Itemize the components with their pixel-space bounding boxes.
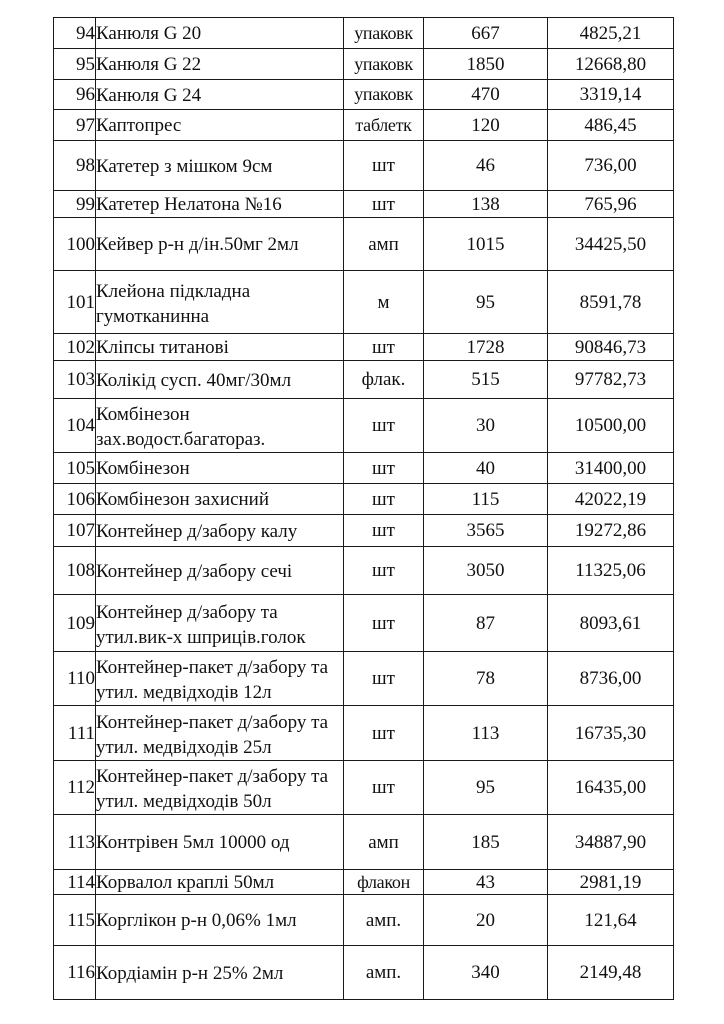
item-quantity: 40 [424,453,548,484]
item-unit: шт [344,453,424,484]
item-quantity: 120 [424,110,548,141]
item-quantity: 3565 [424,515,548,547]
item-unit: шт [344,515,424,547]
row-number: 104 [54,399,96,453]
item-sum: 8591,78 [548,271,674,334]
table-row [54,547,674,595]
item-sum: 765,96 [548,191,674,218]
row-number: 106 [54,484,96,515]
item-unit: шт [344,334,424,361]
item-name [96,453,344,484]
row-number: 111 [54,706,96,761]
item-unit: шт [344,399,424,453]
item-name-text: Контрівен 5мл 10000 од [96,832,290,853]
item-quantity: 43 [424,870,548,895]
item-sum: 12668,80 [548,49,674,80]
row-number: 113 [54,815,96,870]
row-number: 114 [54,870,96,895]
item-name-text: Кліпсы титанові [96,337,229,358]
item-quantity: 1850 [424,49,548,80]
table-row [54,895,674,946]
item-sum: 97782,73 [548,361,674,399]
item-name [96,946,344,1000]
table-body [54,18,674,1000]
item-quantity: 340 [424,946,548,1000]
table-row [54,484,674,515]
item-sum: 736,00 [548,141,674,191]
item-sum: 34887,90 [548,815,674,870]
table-row [54,271,674,334]
item-quantity: 3050 [424,547,548,595]
table-row [54,141,674,191]
table-row [54,870,674,895]
row-number: 112 [54,761,96,815]
item-name [96,218,344,271]
item-quantity: 470 [424,80,548,110]
row-number: 102 [54,334,96,361]
item-name-text: Колікід сусп. 40мг/30мл [96,369,292,391]
item-name-text: Комбінезон зах.водост.багатораз. [96,404,266,450]
table-row [54,399,674,453]
row-number: 96 [54,80,96,110]
row-number: 108 [54,547,96,595]
item-name [96,761,344,815]
item-quantity: 138 [424,191,548,218]
item-name [96,547,344,595]
item-quantity: 667 [424,18,548,49]
table-row [54,110,674,141]
item-name [96,515,344,547]
table-row [54,595,674,652]
table-row [54,706,674,761]
row-number: 105 [54,453,96,484]
item-quantity: 115 [424,484,548,515]
row-number: 110 [54,652,96,706]
item-name-text: Контейнер-пакет д/забору та утил. медвідходів 50л [96,766,329,812]
item-quantity: 87 [424,595,548,652]
item-name [96,361,344,399]
item-name-text: Контейнер д/забору калу [96,520,298,542]
item-unit: шт [344,706,424,761]
table-row [54,946,674,1000]
item-name [96,399,344,453]
item-quantity: 1728 [424,334,548,361]
table-row [54,761,674,815]
item-quantity: 78 [424,652,548,706]
item-name-text: Катетер з мішком 9см [96,155,273,177]
table-row [54,218,674,271]
item-sum: 11325,06 [548,547,674,595]
item-name-text: Корглікон р-н 0,06% 1мл [96,910,297,931]
item-name-text: Контейнер-пакет д/забору та утил. медвідходів 12л [96,657,329,703]
inventory-table [53,17,674,1000]
item-unit: амп [344,815,424,870]
row-number: 99 [54,191,96,218]
item-sum: 4825,21 [548,18,674,49]
item-name [96,334,344,361]
item-sum: 19272,86 [548,515,674,547]
item-name-text: Кейвер р-н д/ін.50мг 2мл [96,234,299,255]
item-name [96,706,344,761]
item-quantity: 1015 [424,218,548,271]
row-number: 115 [54,895,96,946]
item-quantity: 185 [424,815,548,870]
item-name [96,895,344,946]
item-unit: таблетк [344,110,424,141]
item-quantity: 95 [424,761,548,815]
item-unit: упаковк [344,18,424,49]
table-row [54,18,674,49]
table-row [54,361,674,399]
item-quantity: 20 [424,895,548,946]
item-unit: шт [344,191,424,218]
item-unit: шт [344,547,424,595]
item-quantity: 30 [424,399,548,453]
item-name-text: Корвалол краплі 50мл [96,872,275,893]
item-name-text: Контейнер д/забору сечі [96,560,293,582]
item-sum: 3319,14 [548,80,674,110]
item-name [96,484,344,515]
item-unit: шт [344,141,424,191]
item-name [96,652,344,706]
item-sum: 8093,61 [548,595,674,652]
item-quantity: 46 [424,141,548,191]
item-unit: м [344,271,424,334]
item-name [96,141,344,191]
item-name-text: Каптопрес [96,115,182,136]
item-name [96,595,344,652]
item-quantity: 95 [424,271,548,334]
item-sum: 2981,19 [548,870,674,895]
item-name-text: Катетер Нелатона №16 [96,194,282,215]
item-name [96,271,344,334]
item-name-text: Канюля G 22 [96,54,202,75]
item-sum: 2149,48 [548,946,674,1000]
item-sum: 16735,30 [548,706,674,761]
item-name-text: Комбінезон захисний [96,489,270,510]
item-name [96,191,344,218]
item-name-text: Кордіамін р-н 25% 2мл [96,962,284,984]
item-unit: шт [344,484,424,515]
item-unit: упаковк [344,49,424,80]
item-sum: 42022,19 [548,484,674,515]
item-sum: 16435,00 [548,761,674,815]
item-name [96,18,344,49]
item-sum: 34425,50 [548,218,674,271]
item-name-text: Канюля G 24 [96,84,202,106]
item-unit: шт [344,595,424,652]
item-name [96,49,344,80]
item-name-text: Канюля G 20 [96,23,202,44]
item-quantity: 515 [424,361,548,399]
item-sum: 121,64 [548,895,674,946]
row-number: 100 [54,218,96,271]
item-sum: 486,45 [548,110,674,141]
item-name-text: Клейона підкладна гумотканинна [96,280,251,327]
item-sum: 8736,00 [548,652,674,706]
item-unit: упаковк [344,80,424,110]
item-unit: флакон [344,870,424,895]
row-number: 95 [54,49,96,80]
item-sum: 90846,73 [548,334,674,361]
row-number: 116 [54,946,96,1000]
item-unit: амп [344,218,424,271]
item-name [96,80,344,110]
table-row [54,515,674,547]
row-number: 97 [54,110,96,141]
item-name [96,110,344,141]
table-row [54,49,674,80]
row-number: 98 [54,141,96,191]
table-row [54,80,674,110]
table-row [54,191,674,218]
item-quantity: 113 [424,706,548,761]
item-name-text: Комбінезон [96,458,190,479]
item-name [96,870,344,895]
row-number: 107 [54,515,96,547]
item-unit: шт [344,652,424,706]
item-sum: 10500,00 [548,399,674,453]
row-number: 109 [54,595,96,652]
item-unit: шт [344,761,424,815]
item-unit: амп. [344,895,424,946]
table-row [54,652,674,706]
item-unit: флак. [344,361,424,399]
table-row [54,334,674,361]
row-number: 101 [54,271,96,334]
table-row [54,815,674,870]
item-sum: 31400,00 [548,453,674,484]
row-number: 94 [54,18,96,49]
row-number: 103 [54,361,96,399]
item-name-text: Контейнер-пакет д/забору та утил. медвідходів 25л [96,711,329,758]
item-unit: амп. [344,946,424,1000]
item-name [96,815,344,870]
table-row [54,453,674,484]
item-name-text: Контейнер д/забору та утил.вик-х шприців.голок [96,601,306,648]
